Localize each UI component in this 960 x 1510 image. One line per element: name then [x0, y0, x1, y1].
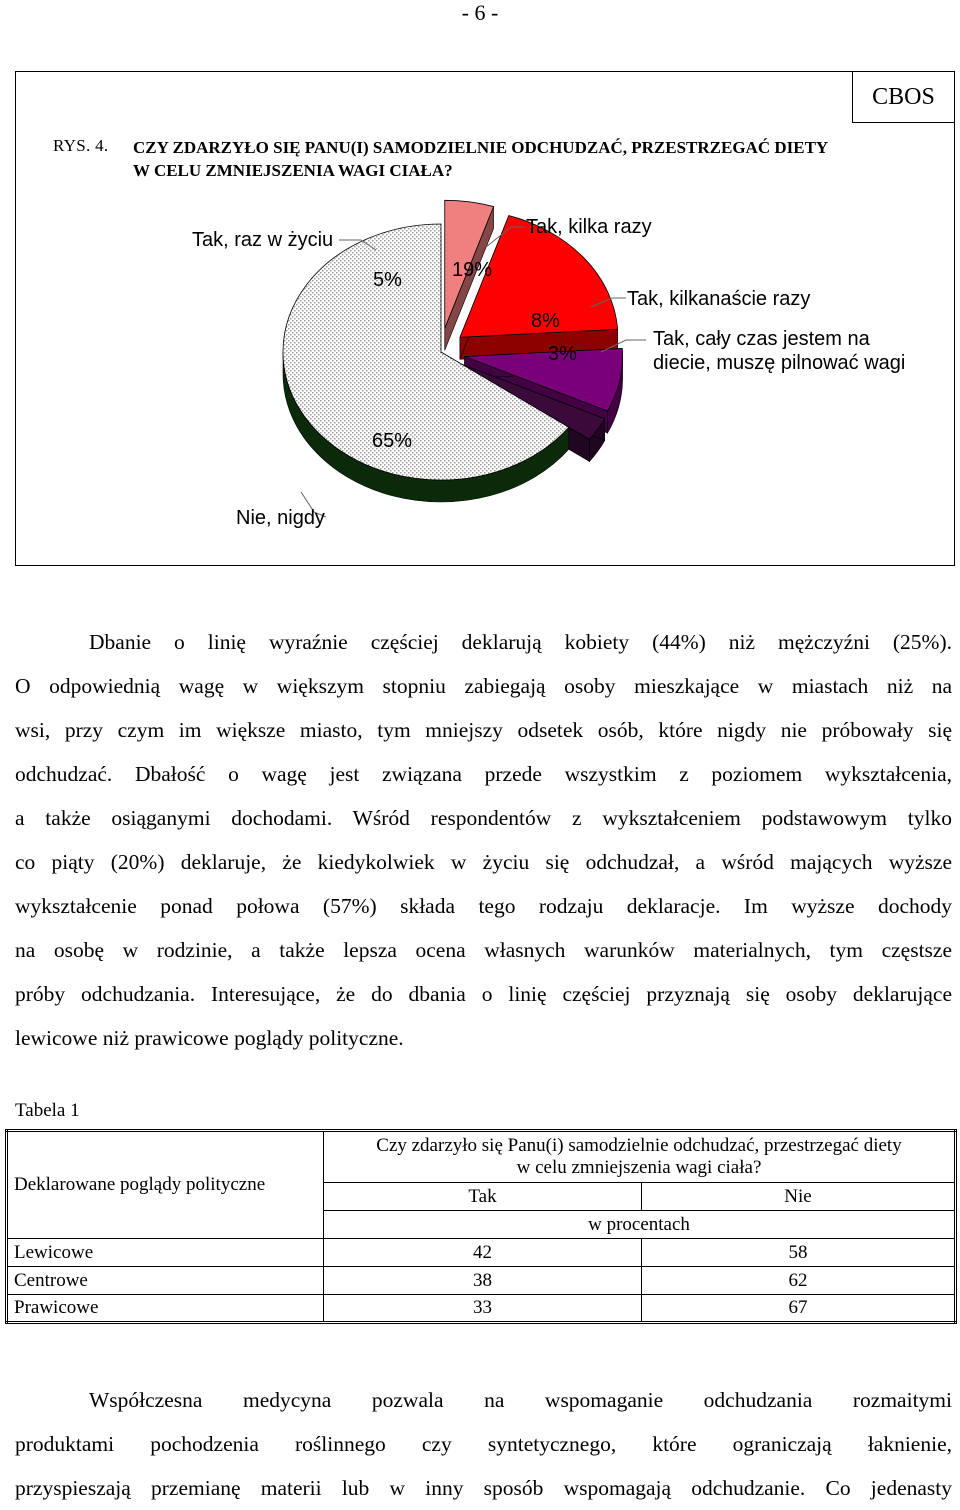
pie-chart [16, 72, 954, 565]
slice-label-always-line1: Tak, cały czas jestem na [653, 328, 870, 350]
table-cell-no: 67 [642, 1295, 956, 1323]
cbos-badge: CBOS [852, 71, 955, 123]
table-row-label: Lewicowe [7, 1239, 324, 1267]
table-cell-yes: 38 [324, 1267, 642, 1295]
figure-title-line2: W CELU ZMNIEJSZENIA WAGI CIAŁA? [133, 161, 453, 180]
slice-label-few: Tak, kilka razy [526, 216, 652, 238]
slice-label-many: Tak, kilkanaście razy [627, 288, 811, 310]
table-question-line2: w celu zmniejszenia wagi ciała? [516, 1157, 762, 1178]
slice-value-never: 65% [372, 430, 413, 452]
table-cell-yes: 42 [324, 1239, 642, 1267]
table-question-line1: Czy zdarzyło się Panu(i) samodzielnie odchudzać, przestrzegać diety [376, 1135, 902, 1156]
page-number: - 6 - [461, 0, 499, 25]
table-cell-yes: 33 [324, 1295, 642, 1323]
paragraph-1-line: co piąty (20%) deklaruje, że kiedykolwiek w życiu się odchudzał, a wśród mających wyższe [15, 850, 952, 874]
paragraph-2-line: Współczesna medycyna pozwala na wspomaganie odchudzania rozmaitymi [89, 1388, 952, 1412]
slice-value-many: 8% [531, 310, 560, 332]
table-caption: Tabela 1 [15, 1100, 80, 1121]
table-row-header: Deklarowane poglądy polityczne [7, 1131, 324, 1239]
paragraph-2 [15, 1378, 952, 1510]
paragraph-1-line: wsi, przy czym im większe miasto, tym mniejszy odsetek osób, które nigdy nie próbowały się [15, 718, 952, 742]
table-cell-no: 62 [642, 1267, 956, 1295]
paragraph-2-line: przyspieszają przemianę materii lub w inny sposób wspomagają odchudzanie. Co jedenasty [15, 1476, 952, 1500]
table-row [7, 1267, 956, 1295]
table-row [7, 1295, 956, 1323]
paragraph-1-line: wykształcenie ponad połowa (57%) składa tego rodzaju deklaracje. Im wyższe dochody [15, 894, 952, 918]
table-unit: w procentach [324, 1211, 956, 1239]
table-row-label: Prawicowe [7, 1295, 324, 1323]
slice-value-always: 3% [548, 343, 577, 365]
paragraph-1-line: a także osiąganymi dochodami. Wśród respondentów z wykształceniem podstawowym tylko [15, 806, 952, 830]
paragraph-1-line: na osobę w rodzinie, a także lepsza ocena własnych warunków materialnych, tym częstsze [15, 938, 952, 962]
paragraph-1 [15, 620, 952, 1060]
table-cell-no: 58 [642, 1239, 956, 1267]
slice-label-never: Nie, nigdy [236, 507, 325, 529]
slice-value-few: 19% [452, 259, 493, 281]
paragraph-1-line: O odpowiednią wagę w większym stopniu zabiegają osoby mieszkające w miastach niż na [15, 674, 952, 698]
table-col-no: Nie [642, 1183, 956, 1211]
slice-value-once: 5% [373, 269, 402, 291]
paragraph-1-line: Dbanie o linię wyraźnie częściej deklarują kobiety (44%) niż mężczyźni (25%). [89, 630, 952, 654]
figure-label: RYS. 4. [53, 136, 109, 155]
paragraph-2-line: produktami pochodzenia roślinnego czy syntetycznego, które ograniczają łaknienie, [15, 1432, 952, 1456]
slice-label-always-line2: diecie, muszę pilnować wagi [653, 352, 906, 374]
figure-title-line1: CZY ZDARZYŁO SIĘ PANU(I) SAMODZIELNIE ODCHUDZAĆ, PRZESTRZEGAĆ DIETY [133, 138, 829, 157]
figure-frame [15, 71, 955, 566]
paragraph-1-line: odchudzać. Dbałość o wagę jest związana przede wszystkim z poziomem wykształcenia, [15, 762, 952, 786]
paragraph-1-line: próby odchudzania. Interesujące, że do dbania o linię częściej przyznają się osoby deklarujące [15, 982, 952, 1006]
slice-label-once: Tak, raz w życiu [192, 229, 334, 251]
table-row-label: Centrowe [7, 1267, 324, 1295]
table-question [324, 1131, 956, 1183]
table-row [7, 1239, 956, 1267]
table-col-yes: Tak [324, 1183, 642, 1211]
political-views-table [5, 1129, 957, 1324]
paragraph-1-line: lewicowe niż prawicowe poglądy polityczne. [15, 1026, 404, 1050]
